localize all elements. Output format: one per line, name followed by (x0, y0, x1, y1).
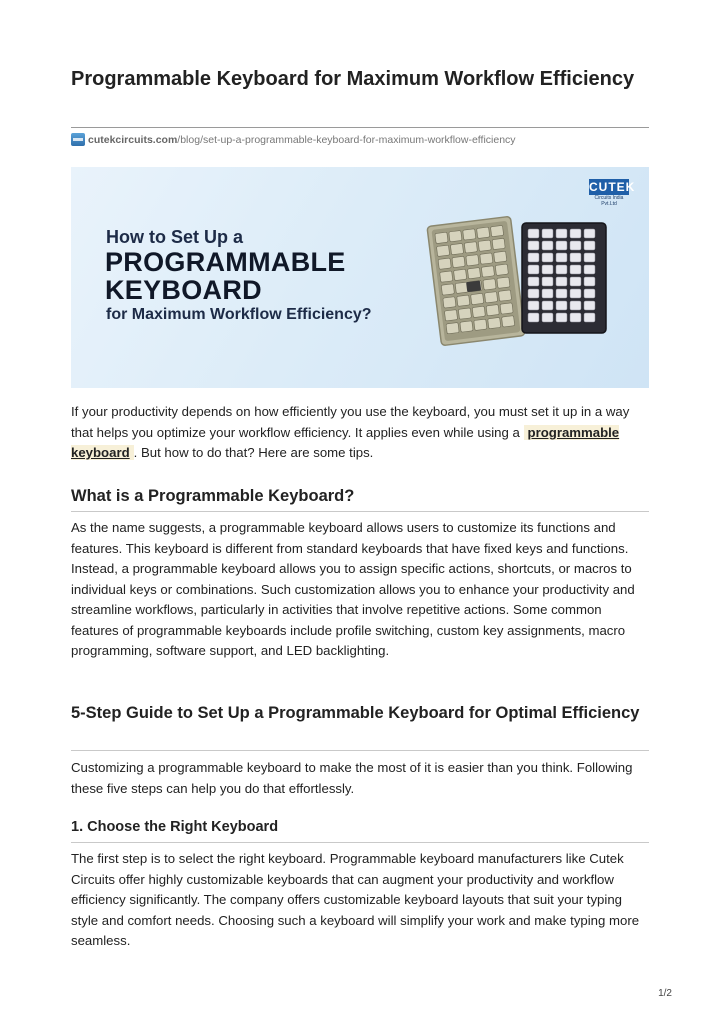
section-body-5-step: Customizing a programmable keyboard to make the most of it is easier than you think. Following these five steps can help you do that effortlessly. (71, 760, 633, 796)
page-title: Programmable Keyboard for Maximum Workflow Efficiency (71, 68, 635, 90)
source-url[interactable] (71, 133, 649, 147)
section-heading-5-step: 5-Step Guide to Set Up a Programmable Keyboard for Optimal Efficiency (71, 704, 640, 722)
banner-line-2: PROGRAMMABLE (105, 247, 346, 277)
banner-line-4: for Maximum Workflow Efficiency? (106, 306, 372, 323)
site-favicon-icon (71, 133, 85, 146)
programmable-keyboard-link[interactable]: programmable keyboard (71, 424, 620, 460)
title-divider (71, 127, 649, 128)
beige-keypad-illustration (426, 215, 526, 347)
source-domain: cutekcircuits.com (88, 134, 178, 146)
section-heading-choose-keyboard: 1. Choose the Right Keyboard (71, 819, 279, 835)
intro-text-after: . But how to do that? Here are some tips. (133, 445, 374, 460)
intro-text-before: If your productivity depends on how efficiently you use the keyboard, you must set it up in a way that helps you optimize your workflow efficiency. It applies even while using a (71, 404, 630, 440)
cutek-logo (587, 179, 636, 209)
banner-line-3: KEYBOARD (105, 275, 262, 305)
page-number: 1/2 (658, 988, 672, 999)
section-divider (71, 842, 649, 843)
source-path: /blog/set-up-a-programmable-keyboard-for-maximum-workflow-efficiency (177, 134, 516, 146)
section-divider (71, 750, 649, 751)
section-body-choose-keyboard: The first step is to select the right keyboard. Programmable keyboard manufacturers like Cutek Circuits offer highly customizable keyboards that can augment your productivity and workflow efficiency significantly. The company offers customizable keyboard layouts that suit your typing style and comfort needs. Choosing such a keyboard will simplify your work and make typing more seamless. (71, 851, 640, 948)
banner-line-1: How to Set Up a (106, 227, 244, 247)
section-divider (71, 511, 649, 512)
hero-banner-image (71, 167, 649, 388)
section-heading-what-is: What is a Programmable Keyboard? (71, 487, 355, 505)
intro-paragraph (71, 402, 649, 464)
logo-subtitle: Circuits India Pvt.Ltd (594, 195, 624, 207)
dark-keypad-illustration (518, 219, 610, 337)
section-body-what-is: As the name suggests, a programmable keyboard allows users to customize its functions and features. This keyboard is different from standard keyboards that have fixed keys and functions. Instead, a programmable keyboard allows you to assign specific actions, shortcuts, or macros to individual keys or combinations. Such customization allows you to enhance your productivity and streamline workflows, particularly in activities that involve repetitive actions. Some common features of programmable keyboards include profile switching, custom key assignments, macro programming, software support, and LED backlighting. (71, 520, 635, 658)
logo-mark: CUTEK (589, 180, 636, 194)
